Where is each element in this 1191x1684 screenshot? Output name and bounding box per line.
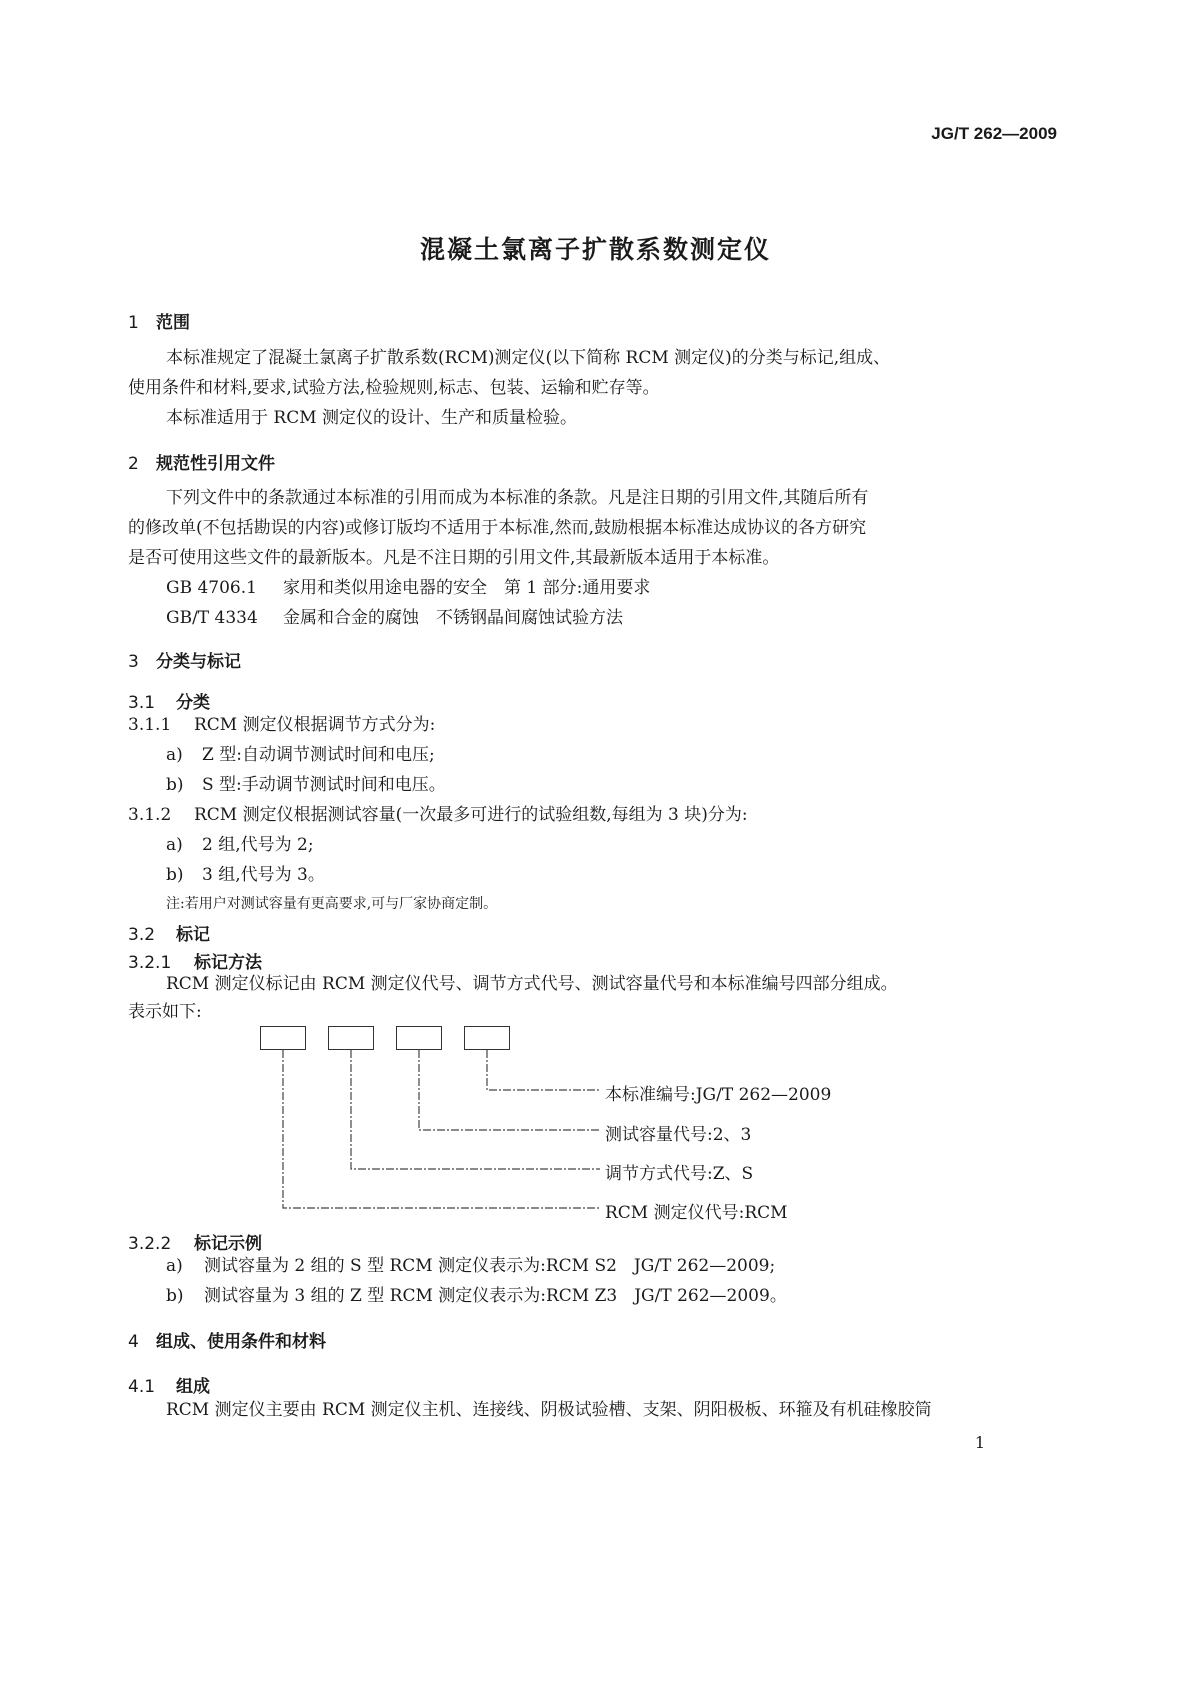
list-mark: b) <box>166 1286 184 1306</box>
note: 注:若用户对测试容量有更高要求,可与厂家协商定制。 <box>166 896 498 912</box>
subsection-number: 3.1 <box>128 693 156 713</box>
paragraph-line: 是否可使用这些文件的最新版本。凡是不注日期的引用文件,其最新版本适用于本标准。 <box>128 548 780 568</box>
clause-number: 3.2.2 <box>128 1234 172 1254</box>
section-title: 分类与标记 <box>156 652 241 672</box>
list-mark: a) <box>166 835 183 855</box>
subsection-title: 分类 <box>176 693 210 713</box>
clause-title: 标记示例 <box>194 1234 262 1254</box>
list-mark: a) <box>166 745 183 765</box>
subsection-number: 4.1 <box>128 1377 156 1397</box>
list-mark: b) <box>166 775 184 795</box>
list-text: Z 型:自动调节测试时间和电压; <box>202 745 435 765</box>
list-text: 3 组,代号为 3。 <box>202 865 325 885</box>
subsection-title: 组成 <box>176 1377 210 1397</box>
clause-text: RCM 测定仪根据测试容量(一次最多可进行的试验组数,每组为 3 块)分为: <box>194 805 748 825</box>
list-text: 测试容量为 2 组的 S 型 RCM 测定仪表示为:RCM S2 JG/T 262—2009; <box>204 1256 776 1276</box>
subsection-4-1-heading <box>128 1372 210 1397</box>
connector-line <box>283 1050 600 1208</box>
section-number: 3 <box>128 652 139 672</box>
section-number: 1 <box>128 313 139 333</box>
list-text: 2 组,代号为 2; <box>202 835 314 855</box>
connector-line <box>351 1050 600 1169</box>
section-number: 2 <box>128 454 139 474</box>
paragraph-line: RCM 测定仪标记由 RCM 测定仪代号、调节方式代号、测试容量代号和本标准编号四部分组成。 <box>166 974 898 994</box>
section-title: 规范性引用文件 <box>156 454 275 474</box>
reference-code: GB/T 4334 <box>166 608 258 628</box>
paragraph-line: 表示如下: <box>128 1002 202 1022</box>
reference-name: 金属和合金的腐蚀 不锈钢晶间腐蚀试验方法 <box>283 608 623 628</box>
clause-text: RCM 测定仪根据调节方式分为: <box>194 715 436 735</box>
list-mark: a) <box>166 1256 183 1276</box>
section-4-heading <box>128 1327 326 1352</box>
paragraph-line: 本标准规定了混凝土氯离子扩散系数(RCM)测定仪(以下简称 RCM 测定仪)的分类与标记,组成、 <box>166 348 891 368</box>
diagram-label-capacity-code: 测试容量代号:2、3 <box>605 1125 752 1145</box>
paragraph-line: 本标准适用于 RCM 测定仪的设计、生产和质量检验。 <box>166 408 578 428</box>
paragraph-line: RCM 测定仪主要由 RCM 测定仪主机、连接线、阴极试验槽、支架、阴阳极板、环箍及有机硅橡胶筒 <box>166 1400 932 1420</box>
clause-number: 3.1.1 <box>128 715 172 735</box>
reference-name: 家用和类似用途电器的安全 第 1 部分:通用要求 <box>283 578 651 598</box>
diagram-label-adjust-code: 调节方式代号:Z、S <box>605 1164 754 1184</box>
subsection-title: 标记 <box>176 925 210 945</box>
connector-line <box>487 1050 600 1090</box>
document-title: 混凝土氯离子扩散系数测定仪 <box>419 235 771 264</box>
paragraph-line: 使用条件和材料,要求,试验方法,检验规则,标志、包装、运输和贮存等。 <box>128 378 660 398</box>
list-text: 测试容量为 3 组的 Z 型 RCM 测定仪表示为:RCM Z3 JG/T 262—2009。 <box>204 1286 787 1306</box>
section-number: 4 <box>128 1332 139 1352</box>
list-text: S 型:手动调节测试时间和电压。 <box>202 775 446 795</box>
diagram-label-standard-number: 本标准编号:JG/T 262—2009 <box>605 1085 832 1105</box>
paragraph-line: 下列文件中的条款通过本标准的引用而成为本标准的条款。凡是注日期的引用文件,其随后所有 <box>166 488 869 508</box>
clause-title: 标记方法 <box>194 953 262 973</box>
page-number: 1 <box>974 1433 985 1452</box>
paragraph-line: 的修改单(不包括勘误的内容)或修订版均不适用于本标准,然而,鼓励根据本标准达成协议的各方研究 <box>128 518 867 538</box>
section-title: 组成、使用条件和材料 <box>156 1332 326 1352</box>
clause-number: 3.1.2 <box>128 805 172 825</box>
document-code: JG/T 262—2009 <box>931 124 1057 143</box>
reference-code: GB 4706.1 <box>166 578 257 598</box>
list-mark: b) <box>166 865 184 885</box>
section-title: 范围 <box>156 313 190 333</box>
diagram-label-rcm-code: RCM 测定仪代号:RCM <box>605 1203 788 1223</box>
subsection-number: 3.2 <box>128 925 156 945</box>
list-item <box>166 1251 775 1281</box>
list-item <box>166 1281 787 1311</box>
clause-number: 3.2.1 <box>128 953 172 973</box>
